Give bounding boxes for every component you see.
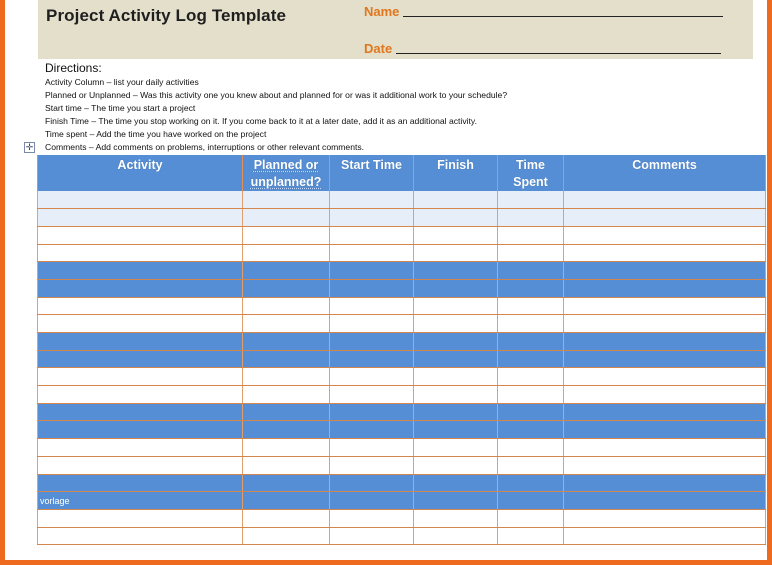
table-cell[interactable] xyxy=(38,191,243,209)
table-cell[interactable] xyxy=(564,333,766,351)
table-row xyxy=(38,209,766,227)
table-cell[interactable] xyxy=(330,350,414,368)
table-row xyxy=(38,403,766,421)
table-cell[interactable] xyxy=(498,297,564,315)
table-cell[interactable] xyxy=(498,368,564,386)
date-underline[interactable] xyxy=(396,53,721,54)
table-cell[interactable] xyxy=(38,509,243,527)
direction-start-time: Start time – The time you start a project xyxy=(45,103,196,113)
table-cell[interactable] xyxy=(498,439,564,457)
table-cell[interactable] xyxy=(243,262,330,280)
table-cell[interactable] xyxy=(498,226,564,244)
column-header-time-spent: Time Spent xyxy=(498,155,564,191)
table-cell[interactable] xyxy=(38,262,243,280)
table-cell[interactable] xyxy=(38,333,243,351)
table-cell[interactable] xyxy=(414,297,498,315)
column-header-activity: Activity xyxy=(38,155,243,191)
table-cell[interactable] xyxy=(330,403,414,421)
column-header-comments: Comments xyxy=(564,155,766,191)
direction-planned: Planned or Unplanned – Was this activity one you knew about and planned for or was it additional work to your schedule? xyxy=(45,90,508,100)
table-cell[interactable] xyxy=(414,368,498,386)
table-cell[interactable] xyxy=(414,279,498,297)
table-cell[interactable] xyxy=(243,297,330,315)
table-cell[interactable] xyxy=(243,350,330,368)
table-cell[interactable] xyxy=(564,456,766,474)
table-row xyxy=(38,439,766,457)
table-cell[interactable] xyxy=(330,315,414,333)
table-row xyxy=(38,527,766,545)
table-cell[interactable] xyxy=(243,191,330,209)
direction-time-spent: Time spent – Add the time you have worked on the project xyxy=(45,129,267,139)
table-cell[interactable] xyxy=(330,492,414,510)
table-cell[interactable] xyxy=(498,191,564,209)
directions-heading: Directions: xyxy=(45,61,102,75)
table-cell[interactable] xyxy=(414,350,498,368)
table-cell[interactable] xyxy=(243,368,330,386)
table-cell[interactable] xyxy=(564,509,766,527)
table-cell[interactable] xyxy=(243,456,330,474)
table-cell[interactable] xyxy=(564,421,766,439)
table-cell[interactable] xyxy=(498,333,564,351)
table-cell[interactable] xyxy=(414,492,498,510)
header-banner xyxy=(38,0,753,59)
table-cell[interactable] xyxy=(38,492,243,510)
activity-log-table xyxy=(37,155,766,545)
table-row xyxy=(38,244,766,262)
table-cell[interactable] xyxy=(330,474,414,492)
table-cell[interactable] xyxy=(330,368,414,386)
table-cell[interactable] xyxy=(38,474,243,492)
table-cell[interactable] xyxy=(38,527,243,545)
table-cell[interactable] xyxy=(243,474,330,492)
table-cell[interactable] xyxy=(498,421,564,439)
table-cell[interactable] xyxy=(564,403,766,421)
table-cell[interactable] xyxy=(498,456,564,474)
table-cell[interactable] xyxy=(564,386,766,404)
table-cell[interactable] xyxy=(564,226,766,244)
table-row xyxy=(38,509,766,527)
table-cell[interactable] xyxy=(38,297,243,315)
table-cell[interactable] xyxy=(564,492,766,510)
table-cell[interactable] xyxy=(564,279,766,297)
name-underline[interactable] xyxy=(403,16,723,17)
table-cell[interactable] xyxy=(498,350,564,368)
table-cell[interactable] xyxy=(330,439,414,457)
table-row xyxy=(38,315,766,333)
table-cell[interactable] xyxy=(330,386,414,404)
table-row xyxy=(38,191,766,209)
table-cell[interactable] xyxy=(414,439,498,457)
table-cell[interactable] xyxy=(243,333,330,351)
table-row xyxy=(38,386,766,404)
table-cell[interactable] xyxy=(498,386,564,404)
table-cell[interactable] xyxy=(38,226,243,244)
table-row xyxy=(38,474,766,492)
table-cell[interactable] xyxy=(243,492,330,510)
table-cell[interactable] xyxy=(38,209,243,227)
table-row xyxy=(38,333,766,351)
table-cell[interactable] xyxy=(564,350,766,368)
table-cell[interactable] xyxy=(498,492,564,510)
column-header-finish: Finish xyxy=(414,155,498,191)
table-cell[interactable] xyxy=(414,333,498,351)
table-cell[interactable] xyxy=(38,386,243,404)
table-cell[interactable] xyxy=(414,244,498,262)
directions-block xyxy=(45,61,745,154)
table-cell[interactable] xyxy=(330,456,414,474)
table-cell[interactable] xyxy=(564,368,766,386)
table-cell[interactable] xyxy=(498,527,564,545)
table-cell[interactable] xyxy=(38,368,243,386)
direction-activity: Activity Column – list your daily activities xyxy=(45,77,199,87)
table-cell[interactable] xyxy=(243,209,330,227)
table-cell[interactable] xyxy=(243,279,330,297)
table-body xyxy=(38,191,766,545)
table-cell[interactable] xyxy=(243,386,330,404)
table-cell[interactable] xyxy=(564,191,766,209)
table-cell[interactable] xyxy=(498,262,564,280)
table-cell[interactable] xyxy=(498,403,564,421)
table-cell[interactable] xyxy=(498,315,564,333)
table-cell[interactable] xyxy=(330,209,414,227)
table-cell[interactable] xyxy=(38,350,243,368)
table-row xyxy=(38,226,766,244)
table-cell[interactable] xyxy=(330,297,414,315)
table-move-handle-icon[interactable]: ✛ xyxy=(25,142,34,152)
table-cell[interactable] xyxy=(330,191,414,209)
table-cell[interactable] xyxy=(414,262,498,280)
table-row xyxy=(38,368,766,386)
date-field[interactable] xyxy=(364,41,721,56)
table-cell[interactable] xyxy=(330,333,414,351)
table-cell[interactable] xyxy=(498,209,564,227)
table-cell[interactable] xyxy=(38,421,243,439)
table-cell[interactable] xyxy=(564,209,766,227)
table-cell[interactable] xyxy=(243,421,330,439)
table-cell[interactable] xyxy=(330,509,414,527)
column-header-planned: Planned or unplanned? xyxy=(243,155,330,191)
table-cell[interactable] xyxy=(38,439,243,457)
table-cell[interactable] xyxy=(498,279,564,297)
table-cell[interactable] xyxy=(498,244,564,262)
table-cell[interactable] xyxy=(564,474,766,492)
table-cell[interactable] xyxy=(564,527,766,545)
table-cell[interactable] xyxy=(564,262,766,280)
table-cell[interactable] xyxy=(414,386,498,404)
document-title: Project Activity Log Template xyxy=(46,6,287,25)
table-cell[interactable] xyxy=(564,244,766,262)
table-cell[interactable] xyxy=(414,456,498,474)
table-cell[interactable] xyxy=(243,403,330,421)
table-cell[interactable] xyxy=(330,527,414,545)
table-cell[interactable] xyxy=(330,226,414,244)
direction-finish-time: Finish Time – The time you stop working on it. If you come back to it at a later date, add it as an additional activity. xyxy=(45,116,477,126)
table-cell[interactable] xyxy=(414,474,498,492)
table-cell[interactable] xyxy=(330,244,414,262)
table-cell[interactable] xyxy=(564,297,766,315)
table-cell[interactable] xyxy=(414,421,498,439)
name-label: Name xyxy=(364,4,400,19)
table-cell[interactable] xyxy=(38,279,243,297)
watermark-text: vorlage xyxy=(40,495,70,506)
name-field[interactable] xyxy=(364,4,723,19)
table-row xyxy=(38,350,766,368)
table-cell[interactable] xyxy=(243,439,330,457)
table-cell[interactable] xyxy=(498,509,564,527)
table-cell[interactable] xyxy=(243,315,330,333)
table-cell[interactable] xyxy=(330,262,414,280)
table-row xyxy=(38,492,766,510)
table-cell[interactable] xyxy=(243,509,330,527)
table-cell[interactable] xyxy=(498,474,564,492)
table-row xyxy=(38,262,766,280)
table-cell[interactable] xyxy=(38,456,243,474)
table-cell[interactable] xyxy=(564,439,766,457)
table-cell[interactable] xyxy=(330,279,414,297)
table-cell[interactable] xyxy=(414,527,498,545)
column-header-start-time: Start Time xyxy=(330,155,414,191)
table-cell[interactable] xyxy=(414,403,498,421)
table-header-row xyxy=(38,155,766,191)
table-cell[interactable] xyxy=(414,191,498,209)
table-cell[interactable] xyxy=(564,315,766,333)
table-cell[interactable] xyxy=(414,209,498,227)
table-cell[interactable] xyxy=(414,315,498,333)
table-row xyxy=(38,421,766,439)
table-row xyxy=(38,279,766,297)
table-cell[interactable] xyxy=(38,315,243,333)
table-cell[interactable] xyxy=(330,421,414,439)
table-cell[interactable] xyxy=(243,527,330,545)
table-cell[interactable] xyxy=(414,509,498,527)
table-cell[interactable] xyxy=(243,244,330,262)
table-cell[interactable] xyxy=(414,226,498,244)
date-label: Date xyxy=(364,41,393,56)
table-row xyxy=(38,456,766,474)
table-cell[interactable] xyxy=(243,226,330,244)
table-cell[interactable] xyxy=(38,403,243,421)
table-cell[interactable] xyxy=(38,244,243,262)
direction-comments: Comments – Add comments on problems, interruptions or other relevant comments. xyxy=(45,142,365,152)
table-row xyxy=(38,297,766,315)
